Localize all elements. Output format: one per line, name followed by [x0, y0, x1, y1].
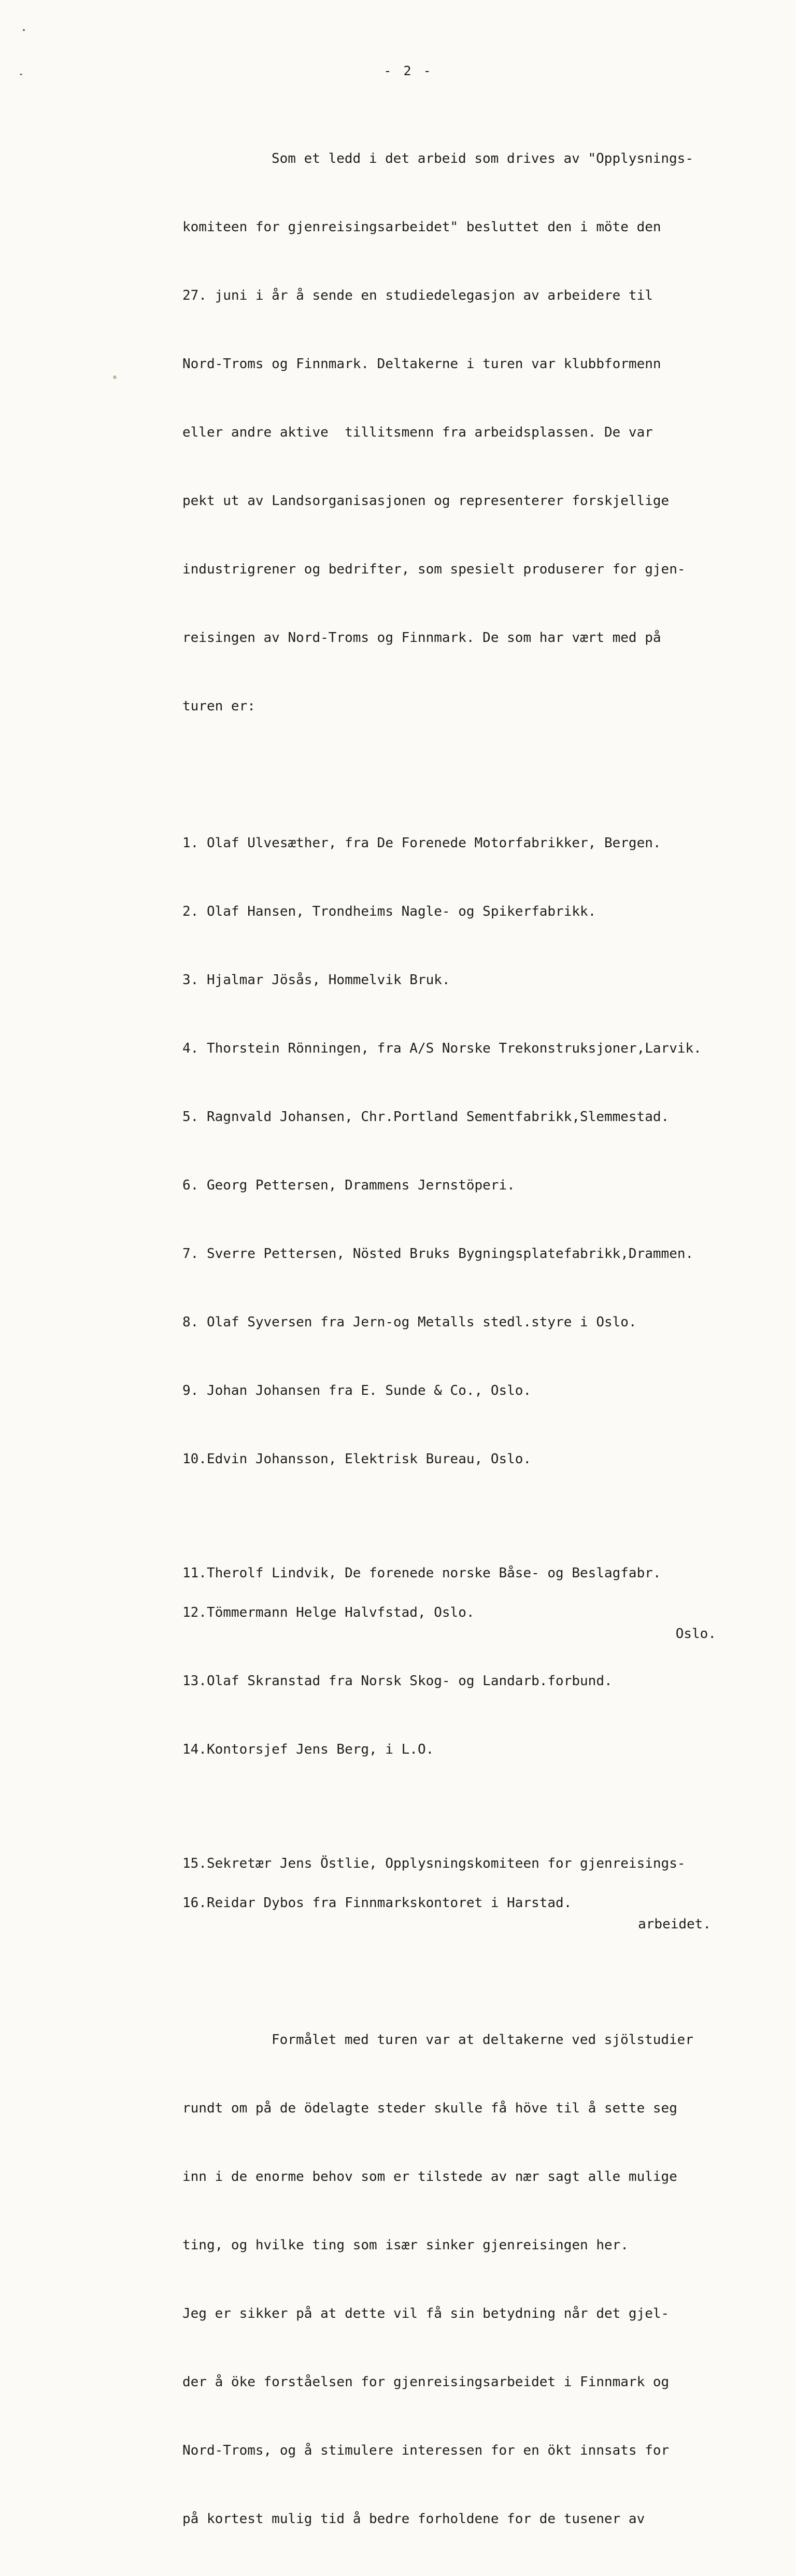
participant-item: 8. Olaf Syversen fra Jern-og Metalls stedl.styre i Oslo.: [182, 1314, 637, 1330]
closing-line: inn i de enorme behov som er tilstede av nær sagt alle mulige: [182, 2169, 677, 2185]
participant-item: 1. Olaf Ulvesæther, fra De Forenede Motorfabrikker, Bergen.: [182, 835, 661, 851]
scan-speck: [23, 29, 25, 31]
participant-item: 11.Therolf Lindvik, De forenede norske Båse- og Beslagfabr.: [182, 1565, 661, 1581]
participant-item: 5. Ragnvald Johansen, Chr.Portland Sementfabrikk,Slemmestad.: [182, 1109, 670, 1125]
participant-item: 4. Thorstein Rönningen, fra A/S Norske Trekonstruksjoner,Larvik.: [182, 1041, 702, 1056]
closing-line: ting, og hvilke ting som især sinker gjenreisingen her.: [182, 2237, 629, 2253]
document-body: [182, 102, 768, 2576]
page-number: - 2 -: [383, 63, 433, 78]
closing-line: på kortest mulig tid å bedre forholdene for de tusener av: [182, 2511, 645, 2527]
closing-line: Nord-Troms, og å stimulere interessen for en ökt innsats for: [182, 2443, 670, 2458]
participant-item: 7. Sverre Pettersen, Nösted Bruks Bygningsplatefabrikk,Drammen.: [182, 1246, 694, 1262]
intro-line: eller andre aktive tillitsmenn fra arbeidsplassen. De var: [182, 425, 653, 440]
participant-item: 10.Edvin Johansson, Elektrisk Bureau, Oslo.: [182, 1451, 532, 1467]
participant-item: 14.Kontorsjef Jens Berg, i L.O.: [182, 1742, 434, 1757]
participant-continuation: Oslo.: [675, 1626, 716, 1642]
intro-line: 27. juni i år å sende en studiedelegasjon av arbeidere til: [182, 288, 653, 303]
participant-item: 2. Olaf Hansen, Trondheims Nagle- og Spikerfabrikk.: [182, 904, 596, 919]
participant-continuation: arbeidet.: [638, 1916, 711, 1932]
participant-item: 12.Tömmermann Helge Halvfstad, Oslo.: [182, 1605, 475, 1620]
participant-item: 13.Olaf Skranstad fra Norsk Skog- og Landarb.forbund.: [182, 1673, 613, 1689]
participant-item: 16.Reidar Dybos fra Finnmarkskontoret i Harstad.: [182, 1895, 572, 1911]
closing-line: Formålet med turen var at deltakerne ved sjölstudier: [272, 2032, 693, 2048]
intro-line: Nord-Troms og Finnmark. Deltakerne i turen var klubbformenn: [182, 356, 661, 372]
intro-line: komiteen for gjenreisingsarbeidet" besluttet den i möte den: [182, 219, 661, 235]
scan-speck: [113, 375, 117, 379]
intro-line: Som et ledd i det arbeid som drives av "Opplysnings-: [272, 151, 693, 166]
intro-line: pekt ut av Landsorganisasjonen og representerer forskjellige: [182, 493, 670, 509]
participant-item: 6. Georg Pettersen, Drammens Jernstöperi.: [182, 1178, 515, 1193]
closing-line: rundt om på de ödelagte steder skulle få höve til å sette seg: [182, 2101, 677, 2116]
intro-line: turen er:: [182, 698, 255, 714]
closing-line: der å öke forståelsen for gjenreisingsarbeidet i Finnmark og: [182, 2374, 670, 2390]
participant-item: 9. Johan Johansen fra E. Sunde & Co., Oslo.: [182, 1383, 532, 1398]
participant-item: 15.Sekretær Jens Östlie, Opplysningskomiteen for gjenreisings-: [182, 1856, 686, 1871]
participant-list: [182, 786, 768, 1960]
intro-line: industrigrener og bedrifter, som spesielt produserer for gjen-: [182, 562, 686, 577]
closing-line: Jeg er sikker på at dette vil få sin betydning når det gjel-: [182, 2306, 670, 2321]
intro-line: reisingen av Nord-Troms og Finnmark. De som har vært med på: [182, 630, 661, 646]
participant-item: 3. Hjalmar Jösås, Hommelvik Bruk.: [182, 972, 450, 988]
